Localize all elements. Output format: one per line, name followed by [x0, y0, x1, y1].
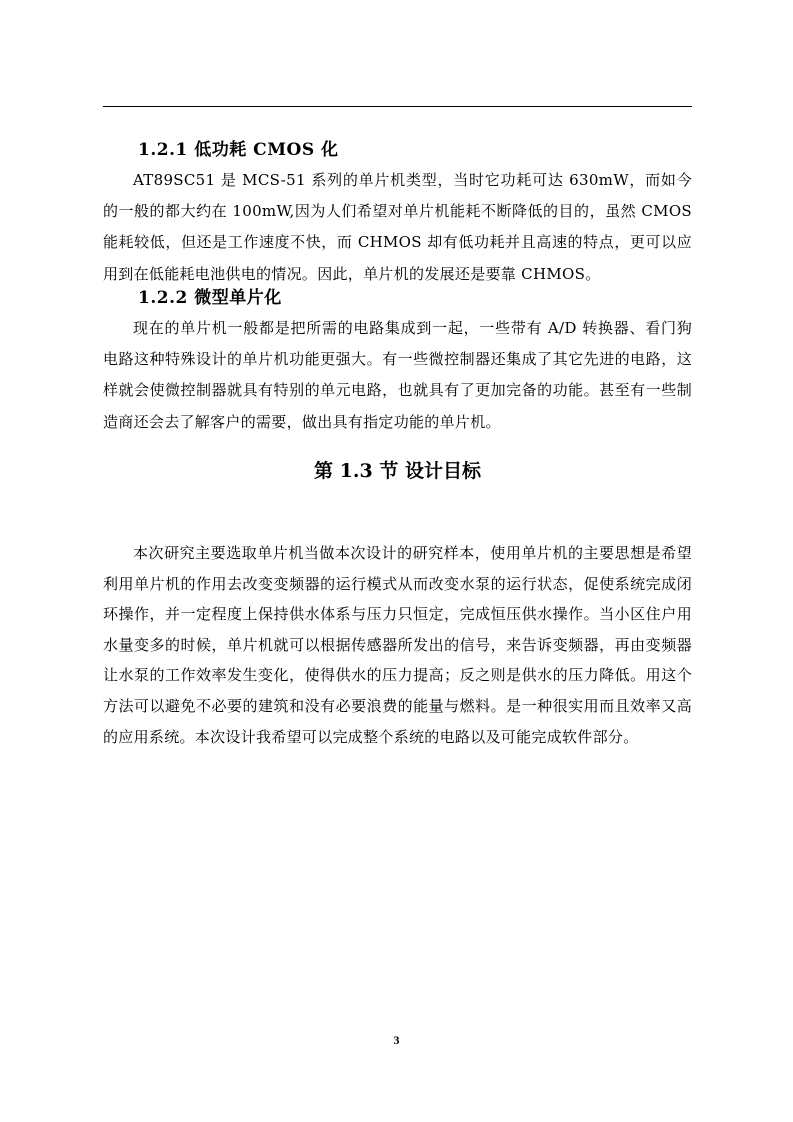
page-number: 3	[393, 1033, 400, 1047]
section-paragraph: 本次研究主要选取单片机当做本次设计的研究样本，使用单片机的主要思想是希望利用单片机的作用去改变变频器的运行模式从而改变水泵的运行状态，促使系统完成闭环操作，并一定程度上保持供水体系与压力只恒定，完成恒压供水操作。当小区住户用水量变多的时候，单片机就可以根据传感器所发出的信号，来告诉变频器，再由变频器让水泵的工作效率发生变化，使得供水的压力提高；反之则是供水的压力降低。用这个方法可以避免不必要的建筑和没有必要浪费的能量与燃料。是一种很实用而且效率又高的应用系统。本次设计我希望可以完成整个系统的电路以及可能完成软件部分。	[103, 544, 692, 746]
subsection-paragraph-1-2-1: AT89SC51 是 MCS-51 系列的单片机类型，当时它功耗可达 630mW，而如今的一般的都大约在 100mW,因为人们希望对单片机能耗不断降低的目的，虽然 CMOS 能耗较低，但还是工作速度不快，而 CHMOS 却有低功耗并且高速的特点，更可以应用到在低能耗电池供电的情况。因此，单片机的发展还是要靠 CHMOS。	[103, 171, 692, 283]
section-title: 第 1.3 节 设计目标	[314, 460, 481, 482]
subsection-paragraph-1-2-2: 现在的单片机一般都是把所需的电路集成到一起，一些带有 A/D 转换器、看门狗电路这种特殊设计的单片机功能更强大。有一些微控制器还集成了其它先进的电路，这样就会使微控制器就具有特别的单元电路，也就具有了更加完备的功能。甚至有一些制造商还会去了解客户的需要，做出具有指定功能的单片机。	[103, 319, 692, 431]
header-rule	[103, 106, 692, 107]
subsection-heading-1-2-2: 1.2.2 微型单片化	[138, 288, 282, 308]
subsection-heading-1-2-1: 1.2.1 低功耗 CMOS 化	[138, 140, 339, 160]
